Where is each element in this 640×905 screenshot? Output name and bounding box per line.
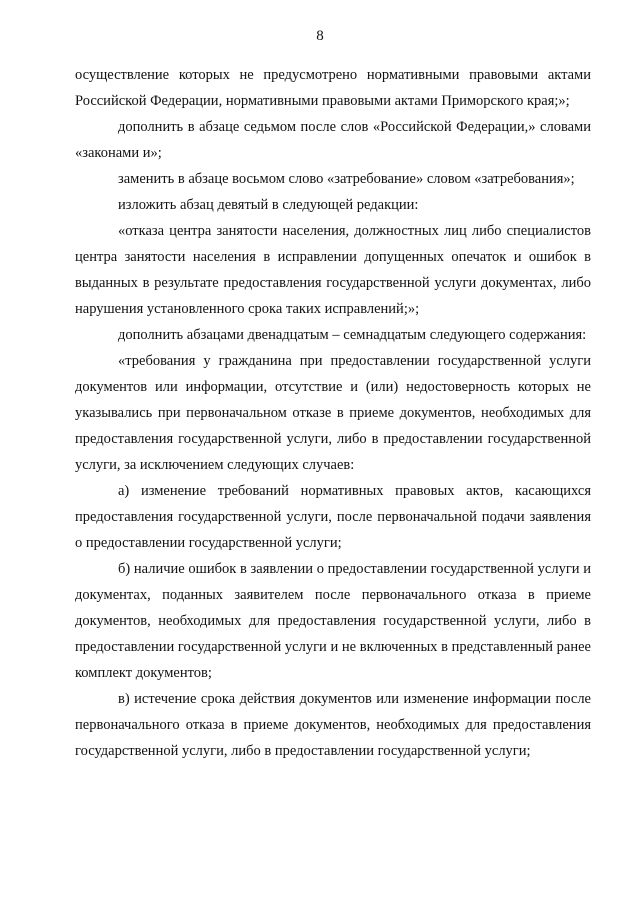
paragraph-amendment-replace-word: заменить в абзаце восьмом слово «затребование» словом «затребования»; (118, 171, 575, 187)
list-item-b: б) наличие ошибок в заявлении о предоставлении государственной услуги и документах, поданных заявителем после первоначального отказа в приеме документов, необходимых для предоставления государственной услуги, либо в предоставлении государственной услуги и не включенных в представленный ранее комплект документов; (75, 561, 591, 681)
page-number: 8 (316, 28, 324, 44)
paragraph-amendment-add-words: дополнить в абзаце седьмом после слов «Российской Федерации,» словами «законами и»; (75, 119, 591, 161)
paragraph-amendment-new-wording: изложить абзац девятый в следующей редакции: (118, 197, 419, 213)
list-item-c: в) истечение срока действия документов или изменение информации после первоначального отказа в приеме документов, необходимых для предоставления государственной услуги, либо в предоставлении государственной услуги; (75, 691, 591, 759)
paragraph-amendment-add-paragraphs: дополнить абзацами двенадцатым – семнадцатым следующего содержания: (118, 327, 587, 343)
paragraph-quoted-requirements: «требования у гражданина при предоставлении государственной услуги документов или информации, отсутствие и (или) недостоверность которых не указывались при первоначальном отказе в приеме документов, необходимых для предоставления государственной услуги, либо в предоставлении государственной услуги, за исключением следующих случаев: (75, 353, 591, 473)
paragraph-quoted-refusal: «отказа центра занятости населения, должностных лиц либо специалистов центра занятости населения в исправлении допущенных опечаток и ошибок в выданных в результате предоставления государственной услуги документах, либо нарушения установленного срока таких исправлений;»; (75, 223, 591, 317)
list-item-a: а) изменение требований нормативных правовых актов, касающихся предоставления государственной услуги, после первоначальной подачи заявления о предоставлении государственной услуги; (75, 483, 591, 551)
document-body (75, 62, 591, 764)
paragraph-continuation: осуществление которых не предусмотрено нормативными правовыми актами Российской Федерации, нормативными правовыми актами Приморского края;»; (75, 67, 591, 109)
